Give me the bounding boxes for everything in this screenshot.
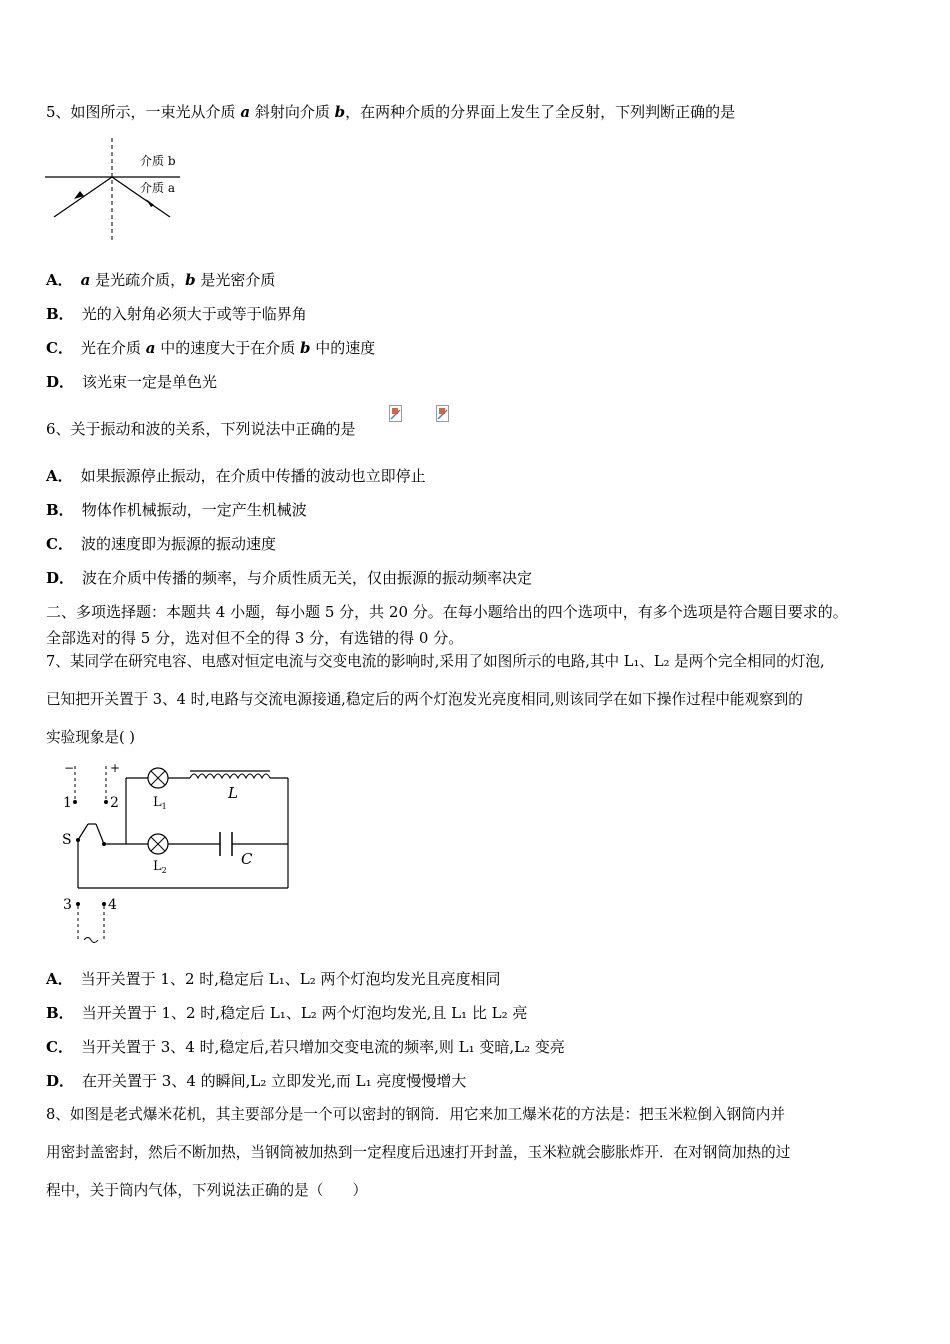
terminal-2-label: 2 — [110, 795, 119, 811]
section2-line2: 全部选对的得 5 分，选对但不全的得 3 分，有选错的得 0 分。 — [46, 629, 464, 647]
q6-option-c[interactable]: C． 波的速度即为振源的振动速度 — [46, 535, 276, 553]
q5-stem: 5、如图所示，一束光从介质 a 斜射向介质 b，在两种介质的分界面上发生了全反射，下列判断正确的是 — [46, 103, 736, 121]
q7-stem-line3: 实验现象是( ) — [46, 729, 135, 746]
q6-option-a[interactable]: A． 如果振源停止振动，在介质中传播的波动也立即停止 — [46, 467, 426, 485]
q6-option-d[interactable]: D． 波在介质中传播的频率，与介质性质无关，仅由振源的振动频率决定 — [46, 569, 533, 587]
terminal-4-label: 4 — [108, 897, 117, 913]
q8-stem-line2: 用密封盖密封，然后不断加热，当钢筒被加热到一定程度后迅速打开封盖，玉米粒就会膨胀炸开．在对钢筒加热的过 — [46, 1144, 791, 1161]
q7-option-d[interactable]: D． 在开关置于 3、4 的瞬间,L₂ 立即发光,而 L₁ 亮度慢慢增大 — [46, 1072, 467, 1090]
q5-option-b[interactable]: B． 光的入射角必须大于或等于临界角 — [46, 305, 307, 323]
q5-refraction-figure — [40, 135, 200, 245]
q6-stem: 6、关于振动和波的关系，下列说法中正确的是 — [46, 420, 356, 438]
q7-stem-line1: 7、某同学在研究电容、电感对恒定电流与交变电流的影响时,采用了如图所示的电路,其中 L₁、L₂ 是两个完全相同的灯泡, — [46, 653, 825, 670]
lamp-l1-label: $L_1$ — [153, 795, 167, 811]
inductor-label: L — [228, 784, 238, 802]
q7-option-a[interactable]: A． 当开关置于 1、2 时,稳定后 L₁、L₂ 两个灯泡均发光且亮度相同 — [46, 970, 501, 988]
q7-stem-line2: 已知把开关置于 3、4 时,电路与交流电源接通,稳定后的两个灯泡发光亮度相同,则该同学在如下操作过程中能观察到的 — [46, 691, 803, 708]
q5-option-c[interactable]: C． 光在介质 a 中的速度大于在介质 b 中的速度 — [46, 339, 376, 357]
minus-terminal-label: − — [64, 761, 75, 775]
q5-option-a[interactable]: A． a 是光疏介质，b 是光密介质 — [46, 271, 276, 289]
ac-source-icon — [84, 938, 98, 943]
plus-terminal-label: + — [110, 761, 121, 775]
switch-label: S — [62, 832, 72, 848]
section2-line1: 二、多项选择题：本题共 4 小题，每小题 5 分，共 20 分。在每小题给出的四个选项中，有多个选项是符合题目要求的。 — [46, 603, 848, 621]
capacitor-label: C — [241, 850, 253, 868]
broken-image-icon — [436, 405, 450, 427]
terminal-3-label: 3 — [63, 897, 72, 913]
q6-option-b[interactable]: B． 物体作机械振动，一定产生机械波 — [46, 501, 307, 519]
q8-stem-line1: 8、如图是老式爆米花机，其主要部分是一个可以密封的钢筒．用它来加工爆米花的方法是：把玉米粒倒入钢筒内并 — [46, 1106, 785, 1123]
lamp-l2-label: $L_2$ — [153, 859, 167, 875]
broken-image-icon — [389, 405, 403, 427]
medium-b-label: 介质 b — [140, 154, 176, 168]
terminal-1-label: 1 — [63, 795, 72, 811]
medium-a-label: 介质 a — [140, 181, 175, 195]
inductor-coil-icon — [190, 774, 270, 778]
q8-stem-line3: 程中，关于筒内气体，下列说法正确的是（ ） — [46, 1182, 368, 1199]
incident-ray — [54, 177, 112, 217]
q7-option-b[interactable]: B． 当开关置于 1、2 时,稳定后 L₁、L₂ 两个灯泡均发光,且 L₁ 比 L₂ 亮 — [46, 1004, 528, 1022]
q7-option-c[interactable]: C． 当开关置于 3、4 时,稳定后,若只增加交变电流的频率,则 L₁ 变暗,L₂ 变亮 — [46, 1038, 565, 1056]
q7-circuit-diagram — [58, 760, 298, 948]
q5-option-d[interactable]: D． 该光束一定是单色光 — [46, 373, 218, 391]
